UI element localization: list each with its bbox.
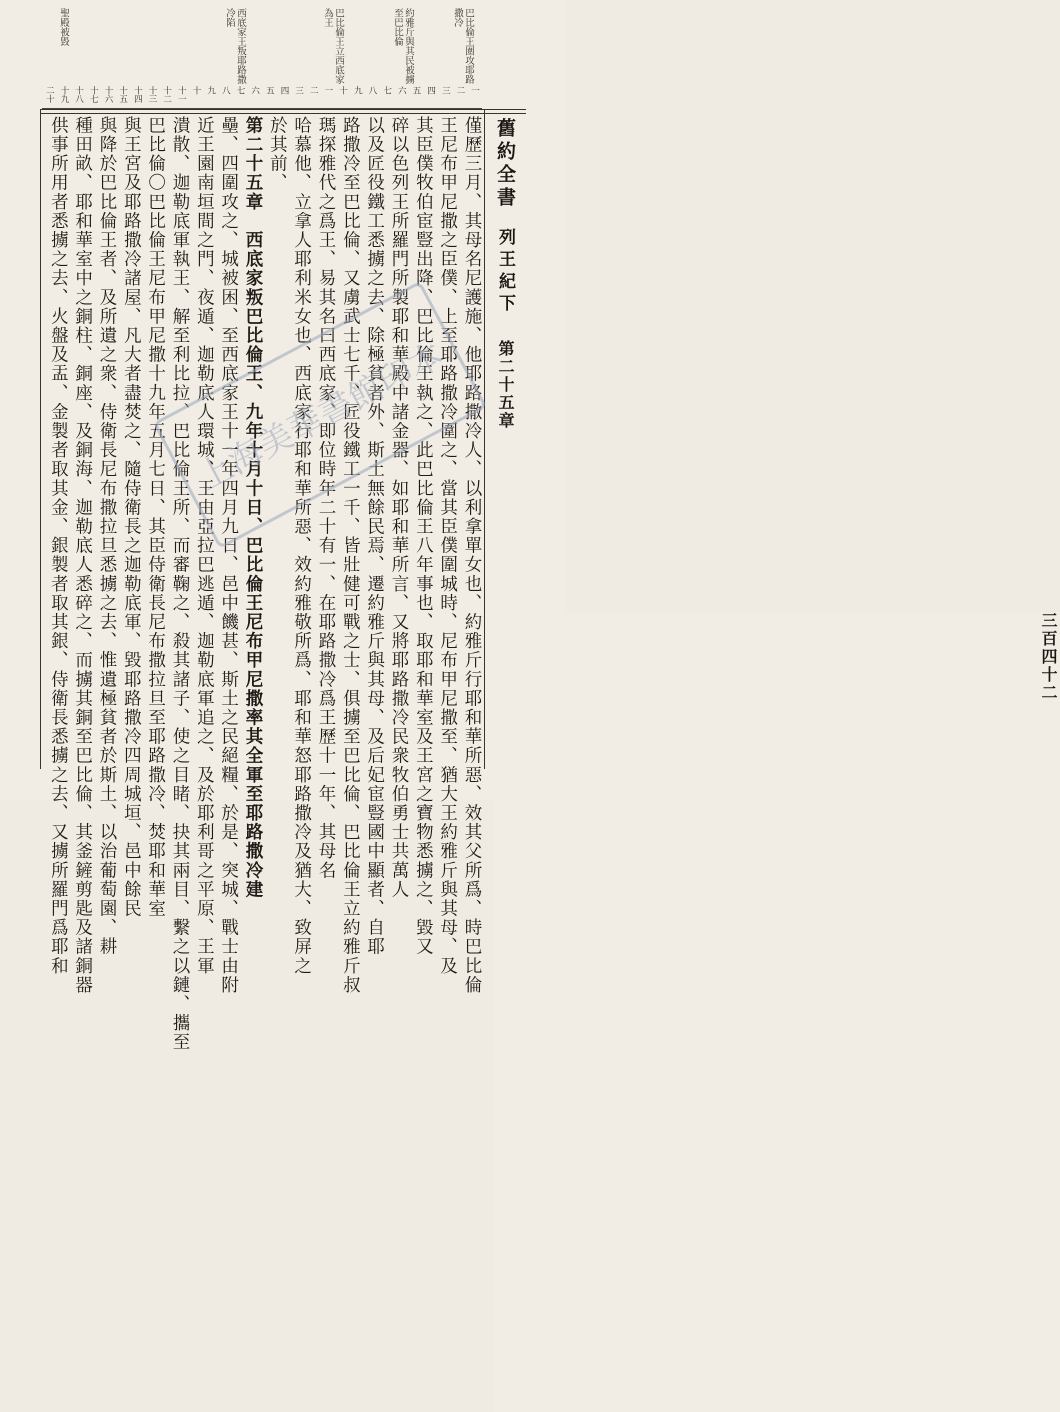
verse-number: 十七 <box>88 86 99 103</box>
text-column: 路撒冷至巴比倫、又虜武士七千、匠役鐵工一千、皆壯健可戰之士、俱擄至巴比倫、巴比倫王立約雅斤叔 <box>340 116 361 995</box>
verse-number: 五 <box>264 86 275 95</box>
text-column: 種田畝、耶和華室中之銅柱、銅座、及銅海、迦勒底人悉碎之、而擄其銅至巴比倫、其釜鏟剪匙及諸銅器 <box>72 116 93 995</box>
text-column: 潰散、迦勒底軍執王、解至利比拉、巴比倫王所、而審鞠之、殺其諸子、使之目睹、抉其兩目、繫之以鏈、攜至 <box>169 116 190 1052</box>
text-column: 與王宮及耶路撒冷諸屋、凡大者盡焚之、隨侍衛長之迦勒底軍、毀耶路撒冷四周城垣、邑中餘民 <box>121 116 142 919</box>
verse-number: 十二 <box>161 86 172 103</box>
verse-number: 十一 <box>176 86 187 103</box>
text-column: 瑪探雅代之爲王、易其名曰西底家、即位時年二十有一、在耶路撒冷爲王歷十一年、其母名 <box>315 116 336 880</box>
book-title: 舊約全書 <box>494 118 516 210</box>
text-column: 其臣僕牧伯宦豎出降、巴比倫王執之、此巴比倫王八年事也、取耶和華室及王宮之寶物悉擄之、毀又 <box>413 116 434 957</box>
text-column: 王尼布甲尼撒之臣僕、上至耶路撒冷圍之、當其臣僕圍城時、尼布甲尼撒至、猶大王約雅斤與其母、及 <box>437 116 458 976</box>
verse-number: 七 <box>381 86 392 95</box>
section-title: 列王紀下 <box>495 228 515 316</box>
text-column: 供事所用者悉擄之去、火盤及盂、金製者取其金、銀製者取其銀、侍衛長悉擄之去、又擄所羅門爲耶和 <box>48 116 69 976</box>
text-column: 與降於巴比倫王者、及所遺之衆、侍衛長尼布撒拉旦悉擄之去、惟遺極貧者於斯土、以治葡萄園、耕 <box>96 116 117 957</box>
text-column: 巴比倫〇巴比倫王尼布甲尼撒十九年五月七日、其臣侍衛長尼布撒拉旦至耶路撒冷、焚耶和華室 <box>145 116 166 919</box>
verse-number: 五 <box>411 86 421 95</box>
verse-number: 七 <box>235 86 245 95</box>
body-text <box>44 116 482 1052</box>
top-note: 巴比倫王立西底家為王 <box>322 8 344 84</box>
text-column: 於其前、 <box>267 116 288 193</box>
text-column: 僅歷三月、其母名尼護施、他耶路撒冷人、以利拿單女也、約雅斤行耶和華所惡、效其父所爲、時巴比倫 <box>461 116 482 995</box>
verse-number: 六 <box>396 86 407 95</box>
verse-number: 十四 <box>132 86 143 103</box>
text-column: 碎以色列王所羅門所製耶和華殿中諸金器、如耶和華所言、又將耶路撒冷民衆牧伯勇士共萬人 <box>388 116 409 900</box>
verse-number: 三 <box>440 86 451 95</box>
verse-number: 二 <box>308 86 319 95</box>
verse-number: 二 <box>455 86 465 95</box>
text-column: 壘、四圍攻之、城被困、至西底家王十一年四月九日、邑中饑甚、斯土之民絕糧、於是、突城、戰士由附 <box>218 116 239 995</box>
top-note: 約雅斤與其民被擄至巴比倫 <box>392 8 414 84</box>
verse-number: 十五 <box>117 86 128 103</box>
header-divider <box>484 109 485 769</box>
verse-number: 九 <box>205 86 216 95</box>
verse-number: 四 <box>279 86 289 95</box>
top-note: 西底家王叛耶路撒冷陷 <box>224 8 246 84</box>
verse-number: 一 <box>323 86 333 95</box>
verse-number: 三 <box>293 86 304 95</box>
verse-number: 十六 <box>103 86 113 103</box>
verse-number: 四 <box>425 86 436 95</box>
verse-number: 八 <box>220 86 231 95</box>
verse-number: 十八 <box>73 86 84 103</box>
left-rule <box>40 109 41 769</box>
verse-number: 八 <box>367 86 377 95</box>
verse-number: 六 <box>249 86 260 95</box>
verse-number: 十九 <box>59 86 69 103</box>
verse-number: 十三 <box>147 86 157 103</box>
verse-number-row <box>42 86 482 109</box>
verse-number: 九 <box>352 86 363 95</box>
verse-number: 十 <box>337 86 348 95</box>
text-column: 近王園南垣間之門、夜遁、迦勒底人環城、王由亞拉巴逃遁、迦勒底軍追之、及於耶利哥之平原、王軍 <box>194 116 215 976</box>
text-column: 哈慕他、立拿人耶利米女也、西底家行耶和華所惡、效約雅敬所爲、耶和華怒耶路撒冷及猶大、致屏之 <box>291 116 312 976</box>
chapter-label: 第二十五章 <box>496 340 515 430</box>
page-number: 三百四十二 <box>494 612 1060 1412</box>
text-column: 第二十五章 西底家叛巴比倫王、九年十月十日、巴比倫王尼布甲尼撒率其全軍至耶路撒冷建 <box>242 116 263 900</box>
text-column: 以及匠役鐵工悉擄之去、除極貧者外、斯土無餘民焉、遷約雅斤與其母、及后妃宦豎國中顯者、自耶 <box>364 116 385 957</box>
verse-number: 二十 <box>44 86 55 103</box>
verse-number: 一 <box>469 86 480 95</box>
top-note: 巴比倫王圍攻耶路撒冷 <box>452 8 474 84</box>
verse-number: 十 <box>191 86 201 95</box>
top-note: 聖殿被毀 <box>58 8 69 46</box>
stamp-text: 上海美華書館印本 <box>191 335 451 499</box>
